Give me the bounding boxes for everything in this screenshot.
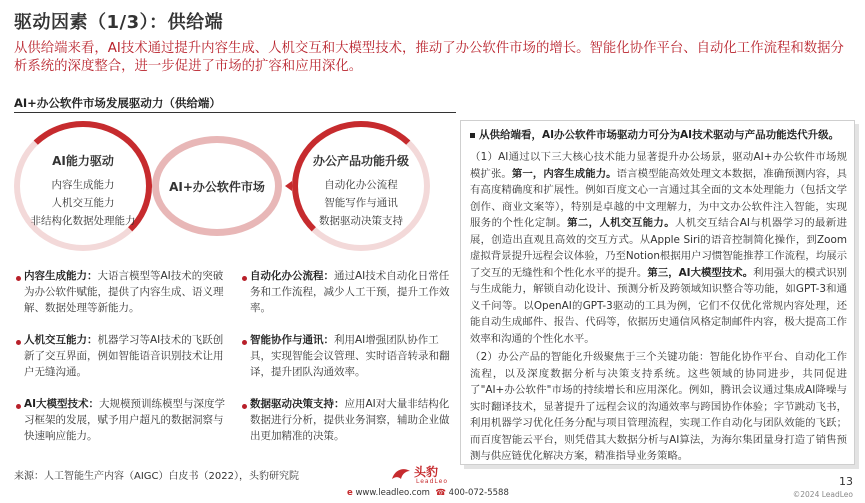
web-icon: e xyxy=(347,488,353,498)
card-title: 数据驱动决策支持： xyxy=(250,398,345,410)
analysis-panel xyxy=(460,120,855,465)
ai-capability-item: 非结构化数据处理能力 xyxy=(30,215,136,227)
card-text: 应用AI对大量非结构化数据进行分析，提供业务洞察，辅助企业做出更加精准的决策。 xyxy=(250,398,450,442)
section-label: AI+办公软件市场发展驱动力（供给端） xyxy=(14,96,221,110)
bullet-dot-icon xyxy=(16,276,21,281)
section-divider xyxy=(14,112,456,113)
arrow-left-icon xyxy=(285,181,292,191)
driver-diagram xyxy=(14,118,454,258)
card-decision-support xyxy=(250,396,455,444)
card-text: 机器学习等AI技术的飞跃创新了交互界面，例如智能语音识别技术让用户无缝沟通。 xyxy=(24,334,224,378)
leopard-logo-icon xyxy=(390,465,412,483)
para-text: （1）AI通过以下三大核心技术能力显著提升办公场景，驱动AI+办公软件市场规模扩张。 xyxy=(470,151,847,180)
panel-heading xyxy=(470,127,839,142)
para-bold: 第二，人机交互能力。 xyxy=(567,217,675,229)
logo-cn: 头豹 xyxy=(414,465,439,479)
phone-number: 400-072-5588 xyxy=(448,488,509,498)
para-bold: 第三，AI大模型技术。 xyxy=(647,266,754,279)
ai-capability-title: AI能力驱动 xyxy=(52,154,114,168)
center-label: AI+办公软件市场 xyxy=(169,179,265,194)
logo-en: LeadLeo xyxy=(416,478,449,485)
bullet-dot-icon xyxy=(242,404,247,409)
square-bullet-icon xyxy=(470,133,475,138)
ai-capability-list xyxy=(14,176,152,230)
lead-paragraph: 从供给端来看，AI技术通过提升内容生成、人机交互和大模型技术，推动了办公软件市场的增长。智能化协作平台、自动化工作流程和数据分析系统的深度整合，进一步促进了市场的扩容和应用深化。 xyxy=(14,41,844,74)
card-interaction xyxy=(24,332,229,380)
source-note: 来源：人工智能生产内容（AIGC）白皮书（2022），头豹研究院 xyxy=(14,471,299,482)
product-upgrade-item: 智能写作与通讯 xyxy=(324,197,398,209)
card-text: 利用AI增强团队协作工具，实现智能会议管理、实时语音转录和翻译，提升团队沟通效率。 xyxy=(250,334,450,378)
panel-paragraph-2: （2）办公产品的智能化升级聚焦于三个关键功能：智能化协作平台、自动化工作流程，以及深度数据分析与决策支持系统。这些领域的协同进步，共同促进了"AI+办公软件"市场的持续增长和应用深化。例如，腾讯会议通过集成AI降噪与实时翻译技术，显著提升了远程会议的沟通效率与跨国协作体验；字节跳动飞书，利用机器学习优化任务分配与项目管理流程，实现工作自动化与团队效能的飞跃；而百度智能云平台，则凭借其大数据分析与AI算法，为海尔集团量身打造了销售预测与供应链优化解决方案，精准指导业务策略。 xyxy=(470,351,847,462)
product-upgrade-item: 自动化办公流程 xyxy=(324,179,398,191)
card-automation xyxy=(250,268,455,316)
product-upgrade-title: 办公产品功能升级 xyxy=(312,154,409,168)
card-title: 自动化办公流程： xyxy=(250,270,334,282)
bullet-dot-icon xyxy=(242,276,247,281)
phone-icon: ☎ xyxy=(435,488,446,498)
contact-line xyxy=(347,488,509,498)
card-collaboration xyxy=(250,332,455,380)
product-upgrade-list xyxy=(292,176,430,230)
panel-heading-text: 从供给端看，AI办公软件市场驱动力可分为AI技术驱动与产品功能迭代升级。 xyxy=(479,129,840,141)
para-text: 人机交互结合AI与机器学习的最新进展，创造出直观且高效的交互方式。从Apple Siri的语音控制简化操作，到Zoom虚拟背景提升远程会议体验，乃至Notion根据用户习惯智能推荐工作流程，均展示了交互的无缝性和个性化水平的提升。 xyxy=(470,217,848,279)
para-bold: 第一，内容生成能力。 xyxy=(511,167,617,180)
card-text: 大规模预训练模型与深度学习框架的发展，赋予用户超凡的数据洞察与快速响应能力。 xyxy=(24,398,226,442)
page-title: 驱动因素（1/3）：供给端 xyxy=(14,12,224,33)
para-text: 语言模型能高效处理文本数据，准确预测内容，具有高度精确度和扩展性。例如百度文心一言通过其全面的文本处理能力（包括文学创作、商业文案等），特别是卓越的中文理解力，为中文办公软件注入智能，实现服务的个性化定制。 xyxy=(470,167,848,229)
bullet-dot-icon xyxy=(16,404,21,409)
website-link[interactable]: www.leadleo.com xyxy=(355,488,430,498)
center-ring xyxy=(152,136,282,236)
panel-paragraph-1 xyxy=(470,149,847,347)
card-title: 人机交互能力： xyxy=(24,334,98,346)
bullet-dot-icon xyxy=(16,340,21,345)
card-text: 通过AI技术自动化日常任务和工作流程，减少人工干预，提升工作效率。 xyxy=(250,270,450,314)
card-content-generation xyxy=(24,268,229,316)
product-upgrade-item: 数据驱动决策支持 xyxy=(319,215,403,227)
card-large-model xyxy=(24,396,229,444)
page-number: 13 xyxy=(839,475,853,488)
ai-capability-item: 内容生成能力 xyxy=(51,179,115,191)
copyright: ©2024 LeadLeo xyxy=(792,490,853,499)
card-text: 大语言模型等AI技术的突破为办公软件赋能，提供了内容生成、语义理解、数据处理等新能力。 xyxy=(24,270,224,314)
card-title: 内容生成能力： xyxy=(24,270,98,282)
bullet-dot-icon xyxy=(242,340,247,345)
ai-capability-item: 人机交互能力 xyxy=(51,197,115,209)
card-title: 智能协作与通讯： xyxy=(250,334,334,346)
card-title: AI大模型技术： xyxy=(24,398,100,410)
para-text: 利用强大的模式识别与生成能力，解锁自动化设计、预测分析及跨领域知识整合等功能，如GPT-3和通义千问等。以OpenAI的GPT-3驱动的工具为例，它们不仅优化常规内容处理，还能自动生成邮件、报告、代码等，依据历史通信风格定制邮件内容，极大提高工作效率和沟通的个性化水平。 xyxy=(470,266,847,345)
